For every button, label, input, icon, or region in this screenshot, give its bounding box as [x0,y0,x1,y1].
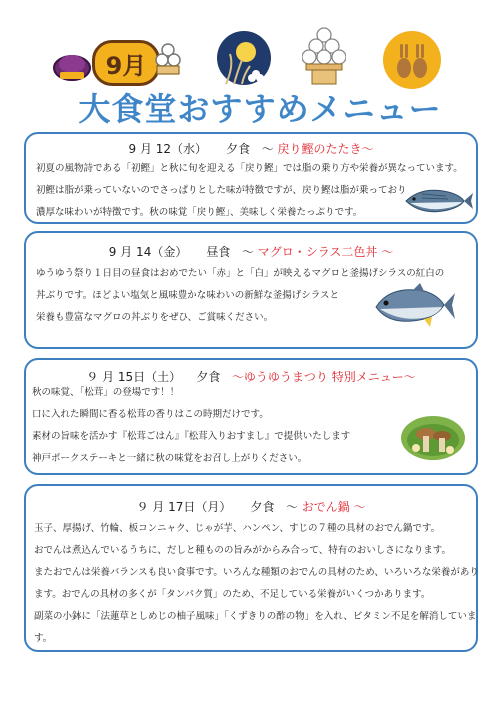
menu-separator: ～ [261,142,274,156]
menu-meal: 夕食 [196,370,221,384]
menu-meal: 夕食 [226,142,251,156]
menu-text-line: 濃厚な味わいが特徴です。秋の味覚「戻り鰹」、美味しく栄養たっぷりです。 [36,207,363,218]
menu-text-line: 栄養も豊富なマグロの丼ぶりをぜひ、ご賞味ください。 [36,312,274,323]
menu-meal: 夕食 [250,500,275,514]
menu-meal: 昼食 [206,245,231,259]
menu-date: 9 月 14（金） [108,245,188,259]
menu-text-line: またおでんは栄養バランスも良い食事です。いろんな種類のおでんの具材のため、いろいろな栄養があり [34,567,479,578]
menu-title [26,368,476,385]
menu-text-line: 副菜の小鉢に「法蓮草としめじの柚子風味」「くずきりの酢の物」を入れ、ビタミン不足を解消していま [34,611,477,622]
menu-name: 戻り鰹のたたき～ [277,142,374,156]
tsukimi-dango-icon [302,26,346,86]
menu-text-line: 口に入れた瞬間に香る松茸の香りはこの時期だけです。 [32,409,269,420]
menu-text-line: ゆうゆう祭り１日目の昼食はおめでたい「赤」と「白」が映えるマグロと釜揚げシラスの紅白の [36,268,445,279]
month-badge: 9月 [92,40,160,86]
menu-title [26,498,476,515]
header [0,0,499,130]
moon-pampas-icon [216,30,272,86]
menu-text-line: す。 [34,633,53,644]
menu-card [24,132,478,224]
menu-date: ９ 月 15日（土） [86,370,182,384]
menu-card [24,484,478,652]
menu-text-line: おでんは煮込んでいるうちに、だしと種ものの旨みがからみ合って、特有のおいしさになります。 [34,545,451,556]
tuna-fish-icon [372,279,456,331]
menu-card [24,358,478,475]
dango-icon [154,42,182,78]
menu-card [24,231,478,349]
menu-name: ゆうゆうまつり 特別メニュー～ [243,370,416,384]
menu-date: ９ 月 17日（月） [136,500,232,514]
bonito-fish-icon [402,184,474,218]
menu-separator: ～ [241,245,254,259]
menu-text-line: 初夏の風物詩である「初鰹」と秋に旬を迎える「戻り鰹」では脂の乗り方や栄養が異なっています。 [36,163,463,174]
menu-text-line: 丼ぶりです。ほどよい塩気と風味豊かな味わいの新鮮な釜揚げシラスと [36,290,339,301]
menu-name: おでん鍋 ～ [301,500,366,514]
menu-separator: ～ [231,370,244,384]
menu-title [26,140,476,157]
menu-text-line: 秋の味覚、「松茸」の登場です！！ [32,387,180,398]
page-title: 大食堂おすすめメニュー [78,90,442,128]
menu-name: マグロ・シラス二色丼 ～ [257,245,394,259]
ohagi-icon [52,42,92,82]
menu-text-line: 玉子、厚揚げ、竹輪、板コンニャク、じゃが芋、ハンペン、すじの７種の具材のおでん鍋です。 [34,523,441,534]
menu-date: 9 月 12（水） [128,142,208,156]
menu-text-line: 神戸ポークステーキと一緒に秋の味覚をお召し上がりください。 [32,453,308,464]
menu-text-line: 初鰹は脂が乗っていないのでさっぱりとした味が特徴ですが、戻り鰹は脂が乗っており [36,185,407,196]
matsutake-dish-icon [398,400,468,464]
menu-text-line: ます。おでんの具材の多くが「タンパク質」のため、不足している栄養がいくつかあります。 [34,589,431,600]
menu-title [26,243,476,260]
menu-text-line: 素材の旨味を活かす『松茸ごはん』『松茸入りおすまし』で提供いたします [32,431,351,442]
menu-separator: ～ [285,500,298,514]
rabbits-moon-icon [382,30,442,90]
